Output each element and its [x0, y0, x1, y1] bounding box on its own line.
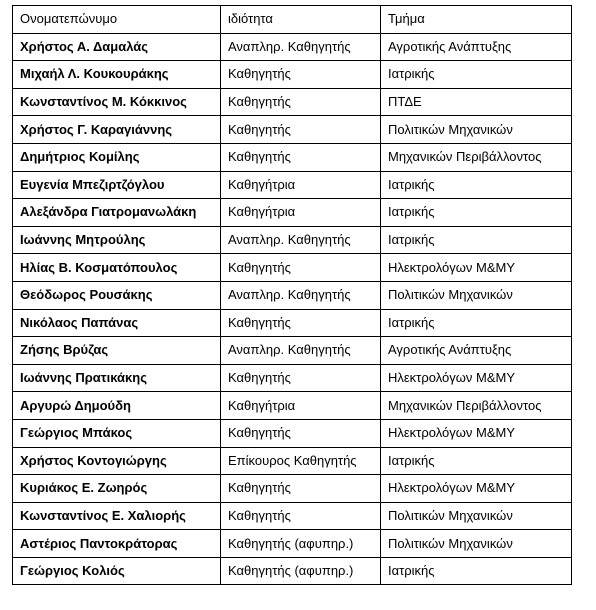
department-cell: Πολιτικών Μηχανικών: [381, 502, 572, 530]
department-cell: Ηλεκτρολόγων Μ&ΜΥ: [381, 475, 572, 503]
name-cell: Δημήτριος Κομίλης: [13, 143, 221, 171]
table-row: [13, 475, 572, 503]
role-cell: Καθηγητής: [221, 116, 381, 144]
role-cell: Καθηγητής (αφυπηρ.): [221, 530, 381, 558]
name-cell: Ιωάννης Πρατικάκης: [13, 364, 221, 392]
name-cell: Χρήστος Κοντογιώργης: [13, 447, 221, 475]
table-body: [13, 6, 572, 585]
table-row: [13, 309, 572, 337]
role-cell: Καθηγητής: [221, 143, 381, 171]
table-row: [13, 116, 572, 144]
table-row: [13, 364, 572, 392]
name-cell: Χρήστος Α. Δαμαλάς: [13, 33, 221, 61]
department-cell: Πολιτικών Μηχανικών: [381, 116, 572, 144]
name-cell: Ευγενία Μπεζιρτζόγλου: [13, 171, 221, 199]
role-cell: Αναπληρ. Καθηγητής: [221, 33, 381, 61]
role-cell: Καθηγητής: [221, 419, 381, 447]
name-cell: Γεώργιος Μπάκος: [13, 419, 221, 447]
department-cell: Μηχανικών Περιβάλλοντος: [381, 143, 572, 171]
department-cell: Ιατρικής: [381, 199, 572, 227]
table-row: [13, 337, 572, 365]
table-row: [13, 199, 572, 227]
department-cell: Ιατρικής: [381, 226, 572, 254]
name-cell: Ιωάννης Μητρούλης: [13, 226, 221, 254]
department-cell: Ιατρικής: [381, 557, 572, 585]
department-cell: Ιατρικής: [381, 309, 572, 337]
name-cell: Αστέριος Παντοκράτορας: [13, 530, 221, 558]
header-role: ιδιότητα: [221, 6, 381, 34]
table-row: [13, 557, 572, 585]
role-cell: Καθηγητής: [221, 364, 381, 392]
table-row: [13, 61, 572, 89]
department-cell: Πολιτικών Μηχανικών: [381, 281, 572, 309]
department-cell: Ηλεκτρολόγων Μ&ΜΥ: [381, 364, 572, 392]
department-cell: Ηλεκτρολόγων Μ&ΜΥ: [381, 419, 572, 447]
table-row: [13, 447, 572, 475]
header-name: Ονοματεπώνυμο: [13, 6, 221, 34]
role-cell: Καθηγήτρια: [221, 199, 381, 227]
name-cell: Γεώργιος Κολιός: [13, 557, 221, 585]
name-cell: Κωνσταντίνος Μ. Κόκκινος: [13, 88, 221, 116]
role-cell: Καθηγητής: [221, 88, 381, 116]
table-row: [13, 88, 572, 116]
department-cell: Μηχανικών Περιβάλλοντος: [381, 392, 572, 420]
table-row: [13, 171, 572, 199]
role-cell: Επίκουρος Καθηγητής: [221, 447, 381, 475]
role-cell: Αναπληρ. Καθηγητής: [221, 337, 381, 365]
department-cell: Ιατρικής: [381, 171, 572, 199]
department-cell: Ιατρικής: [381, 61, 572, 89]
department-cell: Αγροτικής Ανάπτυξης: [381, 337, 572, 365]
role-cell: Καθηγητής: [221, 475, 381, 503]
header-department: Τμήμα: [381, 6, 572, 34]
table-row: [13, 33, 572, 61]
name-cell: Νικόλαος Παπάνας: [13, 309, 221, 337]
name-cell: Μιχαήλ Λ. Κουκουράκης: [13, 61, 221, 89]
role-cell: Καθηγητής: [221, 309, 381, 337]
table-header-row: [13, 6, 572, 34]
table-row: [13, 392, 572, 420]
name-cell: Κυριάκος Ε. Ζωηρός: [13, 475, 221, 503]
name-cell: Θεόδωρος Ρουσάκης: [13, 281, 221, 309]
department-cell: Ηλεκτρολόγων Μ&ΜΥ: [381, 254, 572, 282]
role-cell: Καθηγήτρια: [221, 392, 381, 420]
role-cell: Αναπληρ. Καθηγητής: [221, 226, 381, 254]
name-cell: Ηλίας Β. Κοσματόπουλος: [13, 254, 221, 282]
name-cell: Κωνσταντίνος Ε. Χαλιορής: [13, 502, 221, 530]
table-row: [13, 226, 572, 254]
table-row: [13, 143, 572, 171]
table-row: [13, 281, 572, 309]
table-row: [13, 419, 572, 447]
role-cell: Καθηγητής (αφυπηρ.): [221, 557, 381, 585]
department-cell: Πολιτικών Μηχανικών: [381, 530, 572, 558]
department-cell: ΠΤΔΕ: [381, 88, 572, 116]
table-row: [13, 254, 572, 282]
table-row: [13, 530, 572, 558]
role-cell: Καθηγητής: [221, 254, 381, 282]
members-table: [12, 5, 572, 585]
name-cell: Αλεξάνδρα Γιατρομανωλάκη: [13, 199, 221, 227]
role-cell: Καθηγητής: [221, 502, 381, 530]
role-cell: Αναπληρ. Καθηγητής: [221, 281, 381, 309]
name-cell: Αργυρώ Δημούδη: [13, 392, 221, 420]
name-cell: Ζήσης Βρύζας: [13, 337, 221, 365]
role-cell: Καθηγήτρια: [221, 171, 381, 199]
department-cell: Ιατρικής: [381, 447, 572, 475]
department-cell: Αγροτικής Ανάπτυξης: [381, 33, 572, 61]
table-row: [13, 502, 572, 530]
name-cell: Χρήστος Γ. Καραγιάννης: [13, 116, 221, 144]
role-cell: Καθηγητής: [221, 61, 381, 89]
